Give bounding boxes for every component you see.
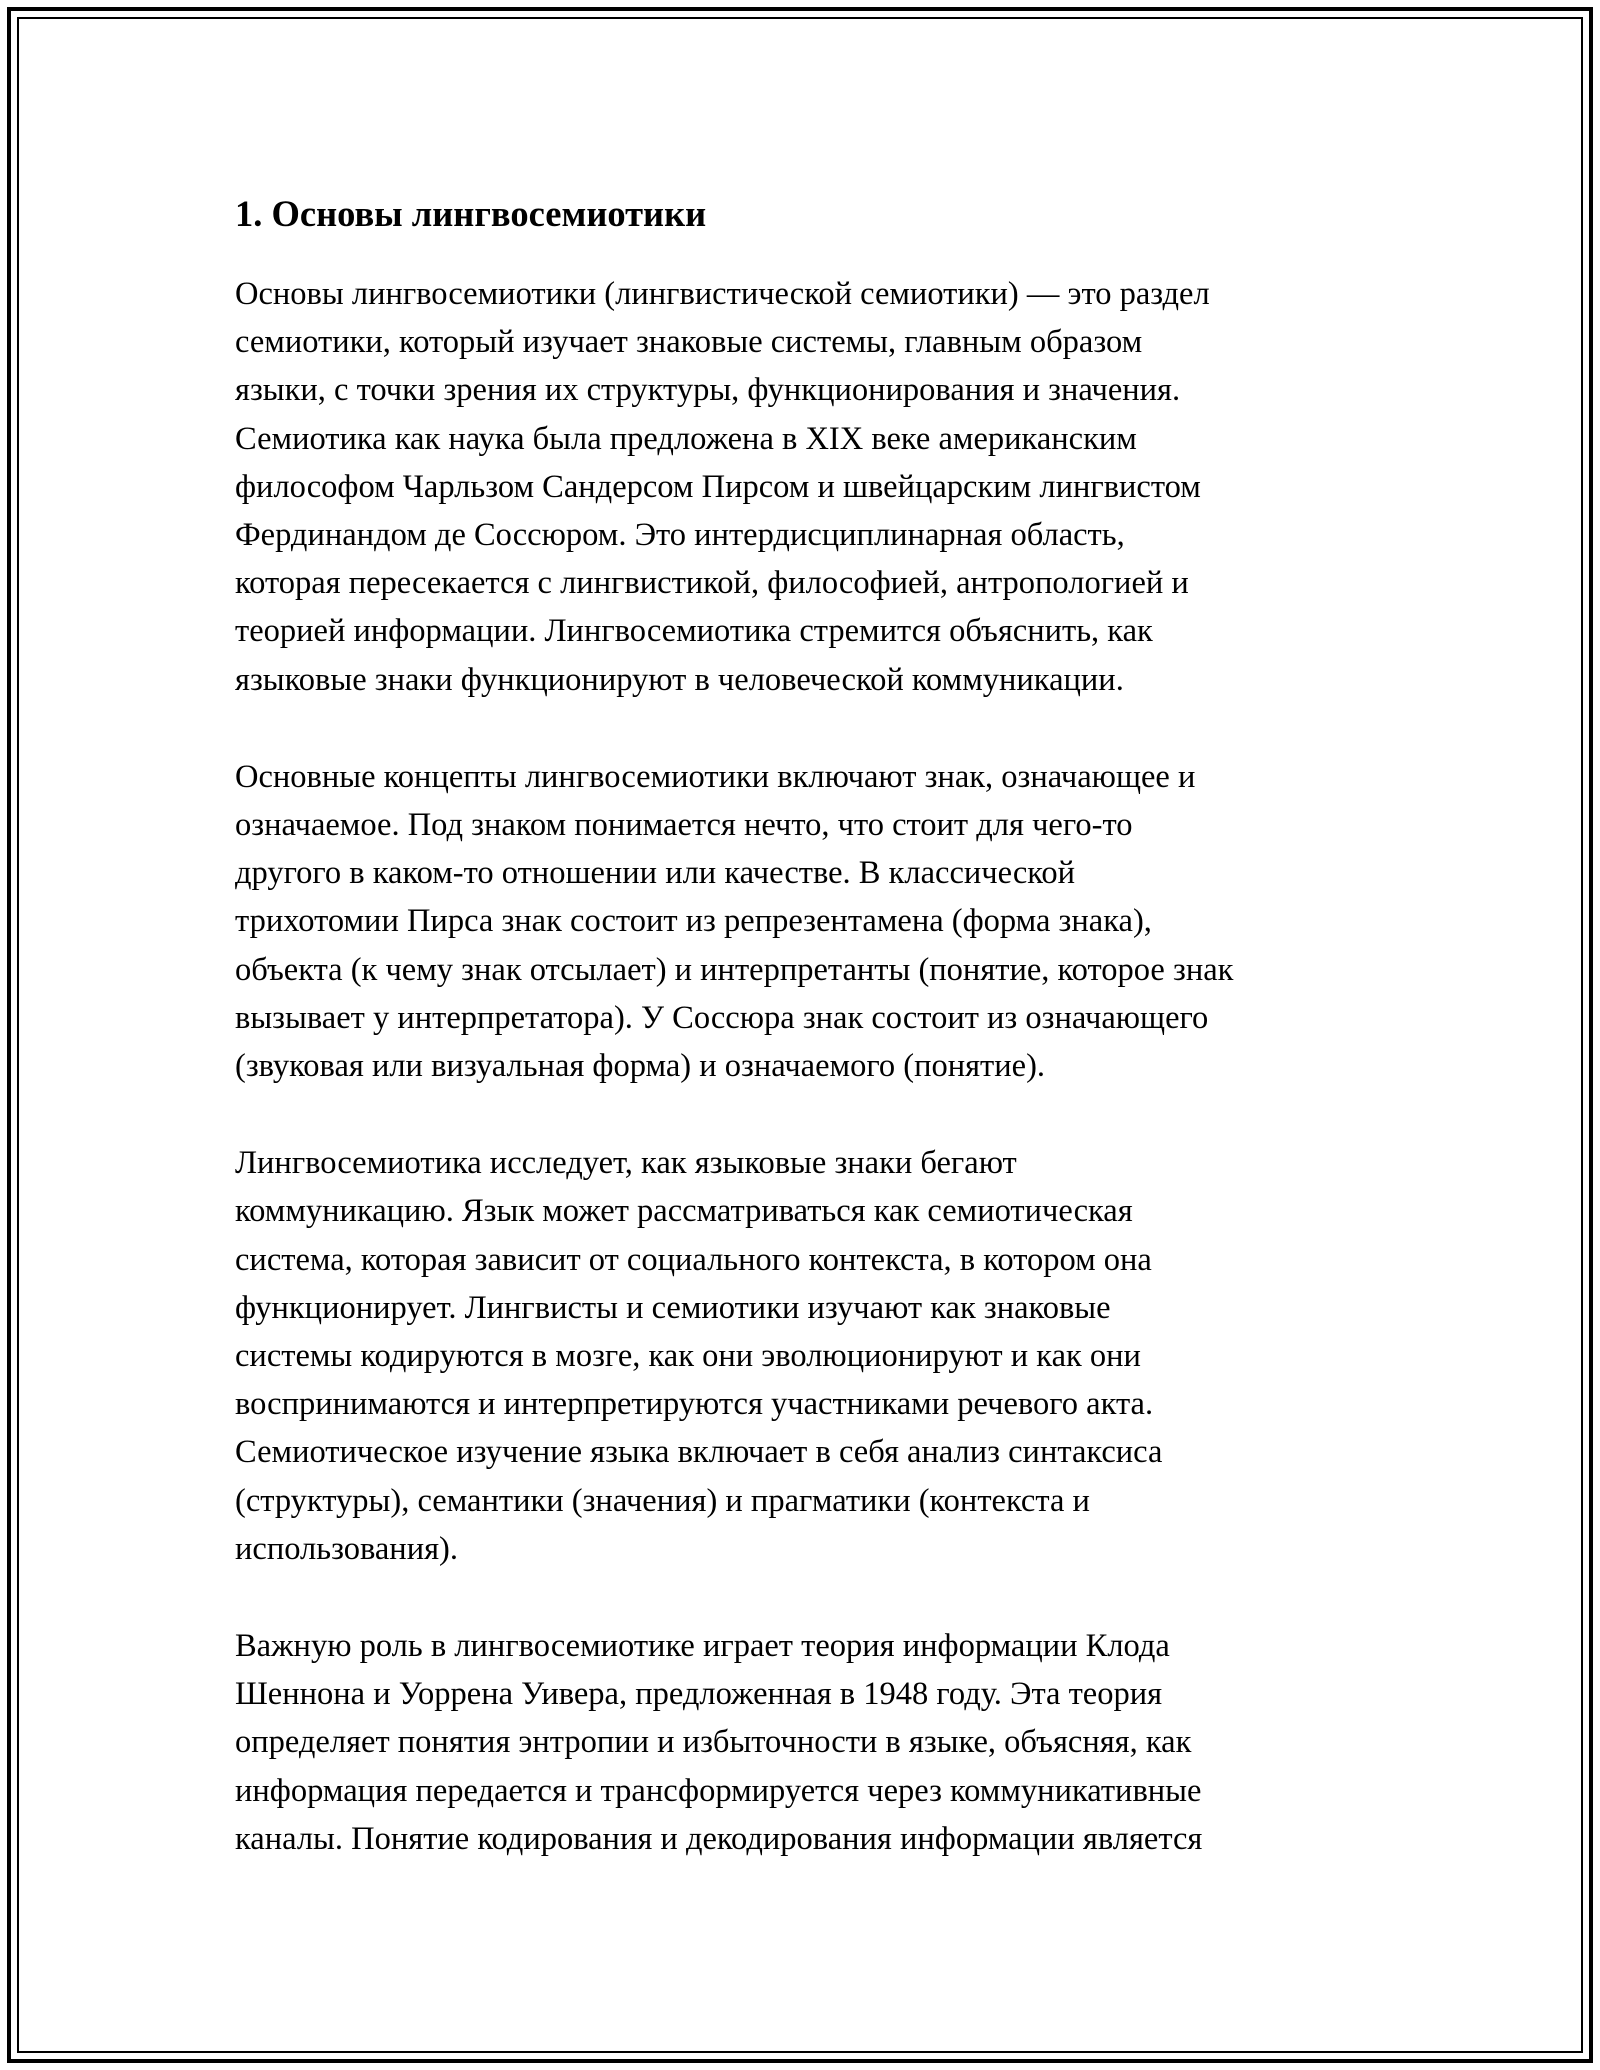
text-line: которая пересекается с лингвистикой, философией, антропологией и [235,565,1189,602]
text-line: Лингвосемиотика исследует, как языковые знаки бегают [235,1145,1017,1182]
text-line: воспринимаются и интерпретируются участниками речевого акта. [235,1386,1154,1423]
text-line: объекта (к чему знак отсылает) и интерпретанты (понятие, которое знак [235,951,1234,988]
text-line: Семиотическое изучение языка включает в себя анализ синтаксиса [235,1434,1163,1471]
text-line: (звуковая или визуальная форма) и означаемого (понятие). [235,1048,1046,1085]
text-line: каналы. Понятие кодирования и декодирования информации является [235,1820,1203,1857]
text-line: (структуры), семантики (значения) и прагматики (контекста и [235,1482,1090,1519]
text-line: вызывает у интерпретатора). У Соссюра знак состоит из означающего [235,999,1209,1036]
text-line: трихотомии Пирса знак состоит из репрезентамена (форма знака), [235,903,1152,940]
text-line: коммуникацию. Язык может рассматриваться как семиотическая [235,1193,1133,1230]
paragraph-communication [235,1139,1375,1573]
text-line: Шеннона и Уоррена Уивера, предложенная в 1948 году. Эта теория [235,1676,1163,1713]
paragraph-concepts [235,753,1375,1090]
text-line: языки, с точки зрения их структуры, функционирования и значения. [235,372,1181,409]
section-heading: 1. Основы лингвосемиотики [235,193,707,234]
paragraph-intro [235,270,1375,704]
text-line: функционирует. Лингвисты и семиотики изучают как знаковые [235,1289,1111,1326]
text-line: Важную роль в лингвосемиотике играет теория информации Клода [235,1628,1170,1665]
paragraph-information-theory [235,1622,1375,1863]
text-line: Фердинандом де Соссюром. Это интердисциплинарная область, [235,517,1125,554]
text-line: определяет понятия энтропии и избыточности в языке, объясняя, как [235,1724,1192,1761]
text-line: другого в каком-то отношении или качестве. В классической [235,855,1076,892]
text-line: система, которая зависит от социального контекста, в котором она [235,1241,1152,1278]
text-line: информация передается и трансформируется через коммуникативные [235,1772,1202,1809]
text-line: использования). [235,1530,458,1567]
text-line: означаемое. Под знаком понимается нечто, что стоит для чего-то [235,807,1133,844]
text-line: семиотики, который изучает знаковые системы, главным образом [235,324,1143,361]
text-line: Основы лингвосемиотики (лингвистической семиотики) — это раздел [235,276,1210,312]
text-line: Основные концепты лингвосемиотики включают знак, означающее и [235,758,1196,795]
text-line: языковые знаки функционируют в человеческой коммуникации. [235,661,1124,698]
text-line: теорией информации. Лингвосемиотика стремится объяснить, как [235,613,1153,650]
text-line: системы кодируются в мозге, как они эволюционируют и как они [235,1338,1141,1375]
document-body [235,188,1375,1912]
text-line: философом Чарльзом Сандерсом Пирсом и швейцарским лингвистом [235,468,1201,505]
text-line: Семиотика как наука была предложена в XIX веке американским [235,420,1137,457]
